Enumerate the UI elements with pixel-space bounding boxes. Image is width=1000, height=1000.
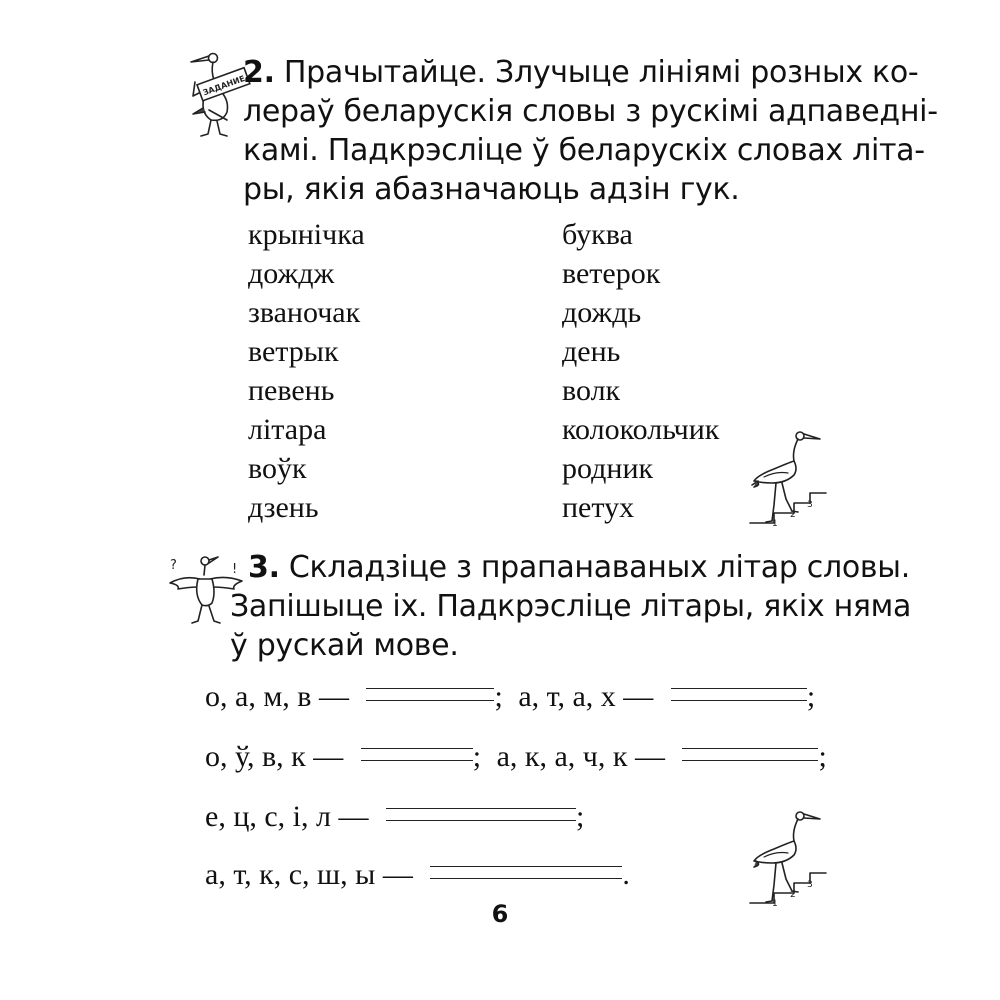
russian-word[interactable]: дождь [562,296,642,329]
punctuation: ; [472,740,482,773]
stork-on-stairs-icon [748,805,828,907]
russian-word[interactable]: буква [562,218,633,251]
russian-word[interactable]: родник [562,452,654,485]
task3-line-1: 3. Складзіце з прапанаваных літар словы. [248,550,910,585]
question-mark-icon: ? [170,558,177,573]
exercise-row [205,858,630,898]
stairs-label-1: 1 [772,519,778,527]
sign-text: ЗАДАНИЕ [201,73,247,98]
letters: а, т, а, х — [518,680,654,713]
belarusian-word[interactable]: дождж [248,257,335,290]
belarusian-word[interactable]: літара [248,413,327,446]
task2-line-4: ры, якія абазначаюць адзін гук. [243,172,740,207]
stork-on-stairs-icon [748,425,828,527]
punctuation: ; [806,680,816,713]
task3-line-2: Запішыце іх. Падкрэсліце літары, якіх няма [230,589,912,624]
task2-line-2: лераў беларускія словы з рускімі адпаведні- [243,94,938,129]
belarusian-word[interactable]: певень [248,374,335,407]
task3-number: 3. [248,550,280,585]
exercise-row [205,680,815,720]
task2-line-1: 2. Прачытайце. Злучыце лініямі розных ко- [243,55,919,90]
punctuation: ; [576,800,585,833]
stairs-label-2: 2 [790,510,796,520]
russian-word[interactable]: ветерок [562,257,661,290]
answer-blank[interactable] [671,686,807,706]
russian-word[interactable]: колокольчик [562,413,720,446]
belarusian-word[interactable]: воўк [248,452,307,485]
answer-blank[interactable] [361,746,473,766]
stairs-label-3: 3 [807,500,813,510]
letters: е, ц, с, і, л — [205,800,369,833]
task2-number: 2. [243,55,275,90]
letters: о, а, м, в — [205,680,349,713]
russian-word[interactable]: петух [562,491,635,524]
exercise-row [205,800,584,840]
russian-word[interactable]: волк [562,374,621,407]
exercise-row [205,740,827,780]
punctuation: ; [494,680,503,713]
letters: а, к, а, ч, к — [496,740,665,773]
answer-blank[interactable] [386,806,576,826]
task2-line-3: камі. Падкрэсліце ў беларускіх словах літа- [243,133,925,168]
answer-blank[interactable] [682,746,818,766]
stairs-label-3: 3 [807,880,813,890]
stairs-label-2: 2 [790,890,796,900]
belarusian-word[interactable]: ветрык [248,335,339,368]
letters: о, ў, в, к — [205,740,344,773]
letters: а, т, к, с, ш, ы — [205,858,413,891]
answer-blank[interactable] [430,864,622,884]
answer-blank[interactable] [366,686,494,706]
page-number: 6 [491,900,509,928]
punctuation: . [622,858,630,891]
belarusian-word[interactable]: званочак [248,296,361,329]
stairs-label-1: 1 [772,899,778,907]
exclamation-mark-icon: ! [232,562,238,577]
task3-line-3: ў рускай мове. [230,628,459,663]
russian-word[interactable]: день [562,335,621,368]
belarusian-word[interactable]: крынічка [248,218,365,251]
punctuation: ; [818,740,827,773]
belarusian-word[interactable]: дзень [248,491,319,524]
